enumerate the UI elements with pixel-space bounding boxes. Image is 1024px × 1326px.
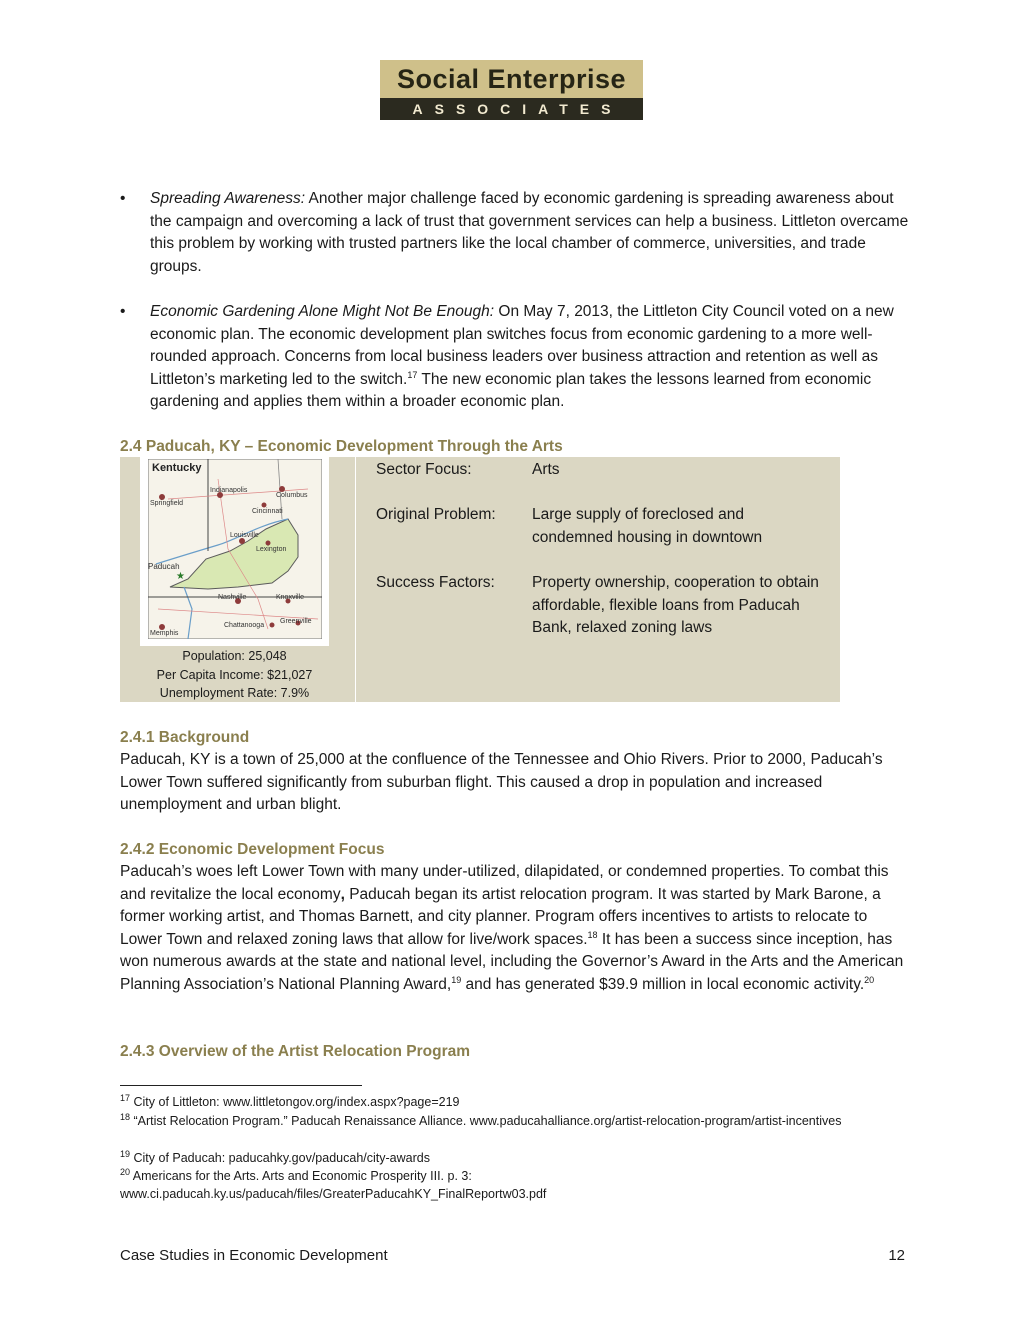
footnote-19 [120, 1150, 890, 1168]
section-heading: 2.4 Paducah, KY – Economic Development Through the Arts [120, 438, 563, 455]
bullet-lead: Economic Gardening Alone Might Not Be Enough: [150, 303, 495, 320]
company-logo [380, 60, 643, 120]
fact-label-sector: Sector Focus: [376, 461, 472, 478]
focus-text: Paducah began its artist relocation program. It was started by Mark Barone, a former working artist, and Thomas Barnett, and city planner. Program offers incentives to artists to relocate to Lower Town and relaxed zoning laws that allow for live/work spaces. [120, 885, 881, 948]
bullet-not-enough [120, 301, 910, 414]
map-graphic [148, 459, 322, 639]
fact-label-problem: Original Problem: [376, 506, 496, 523]
overview-heading: 2.4.3 Overview of the Artist Relocation Program [120, 1043, 470, 1060]
map-city-label: Greenville [280, 618, 312, 625]
footnote-text: Americans for the Arts. Arts and Economic Prosperity III. p. 3: www.ci.paducah.ky.us/paducah/files/GreaterPaducahKY_FinalReportw03.pdf [120, 1169, 547, 1201]
bullet-icon: • [120, 190, 126, 207]
footnote-number: 18 [120, 1111, 131, 1122]
map-city-label: Indianapolis [210, 487, 248, 494]
bullet-icon: • [120, 303, 126, 320]
footer-title: Case Studies in Economic Development [120, 1247, 388, 1264]
bullet-text-cont: The new economic plan takes the lessons learned from economic gardening and applies them within a broader economic plan. [150, 370, 872, 410]
map-city-label: Memphis [150, 630, 179, 637]
map-city-label: Cincinnati [252, 508, 283, 515]
background-paragraph: Paducah, KY is a town of 25,000 at the confluence of the Tennessee and Ohio Rivers. Prior to 2000, Paducah’s Lower Town suffered significantly from suburban flight. This caused a drop in population and increased unemployment and urban blight. [120, 751, 883, 813]
population-stat: Population: 25,048 [182, 649, 287, 663]
bullet-text: On May 7, 2013, the Littleton City Council voted on a new economic plan. The economic development plan switches focus from economic gardening to a more well-rounded approach. Concerns from local business leaders over business attraction and retention as well as Littleton’s marketing led to the switch. [150, 303, 894, 388]
footnote-number: 20 [120, 1166, 131, 1177]
footnote-number: 17 [120, 1092, 131, 1103]
bullet-lead: Spreading Awareness: [150, 190, 306, 207]
focus-text: and has generated $39.9 million in local economic activity. [461, 975, 865, 993]
footnote-ref: 20 [864, 974, 875, 985]
kentucky-map [140, 457, 329, 646]
svg-text:★: ★ [176, 571, 185, 582]
fact-value-problem: Large supply of foreclosed and condemned housing in downtown [532, 506, 763, 546]
map-city-label: Nashville [218, 594, 247, 601]
footnote-17 [120, 1094, 890, 1112]
map-city-label: Knoxville [276, 594, 305, 601]
focus-paragraph [120, 861, 910, 996]
footnote-text: City of Paducah: paducahky.gov/paducah/city-awards [130, 1151, 430, 1165]
bullet-spreading-awareness [120, 188, 910, 278]
city-stats [140, 647, 329, 703]
footnote-number: 19 [120, 1148, 131, 1159]
map-city-label: Chattanooga [224, 622, 265, 629]
unemployment-stat: Unemployment Rate: 7.9% [159, 686, 310, 700]
info-box-divider [355, 457, 356, 702]
footnote-ref: 19 [451, 974, 462, 985]
map-city-label: Springfield [150, 500, 184, 507]
bullet-text: Another major challenge faced by economic gardening is spreading awareness about the campaign and overcoming a lack of trust that government services can help a business. Littleton overcame this problem by working with trusted partners like the local chamber of commerce, universities, and trade groups. [150, 190, 909, 275]
footnote-text: City of Littleton: www.littletongov.org/index.aspx?page=219 [130, 1095, 460, 1109]
logo-line2: ASSOCIATES [412, 101, 623, 117]
focus-heading: 2.4.2 Economic Development Focus [120, 841, 385, 858]
map-city-label: Columbus [276, 492, 308, 499]
income-stat: Per Capita Income: $21,027 [156, 667, 313, 682]
footnote-ref: 18 [587, 929, 598, 940]
focus-comma: , [340, 885, 345, 903]
background-heading: 2.4.1 Background [120, 729, 250, 746]
page-number: 12 [888, 1247, 905, 1264]
footnote-text: “Artist Relocation Program.” Paducah Renaissance Alliance. www.paducahalliance.org/artist-relocation-program/artist-incentives [130, 1114, 842, 1128]
map-state-label: Kentucky [152, 462, 202, 474]
fact-value-success: Property ownership, cooperation to obtain affordable, flexible loans from Paducah Bank, relaxed zoning laws [532, 574, 819, 636]
map-city-label: Louisville [230, 532, 259, 539]
logo-line1: Social Enterprise [380, 60, 643, 98]
map-city-label: Paducah [148, 562, 180, 571]
fact-label-success: Success Factors: [376, 574, 495, 591]
fact-value-sector: Arts [532, 461, 560, 478]
footnote-ref: 17 [407, 369, 418, 380]
footnote-18 [120, 1113, 890, 1131]
footnote-20 [120, 1168, 890, 1203]
focus-text: It has been a success since inception, has won numerous awards at the state and national level, including the Governor’s Award in the Arts and the American Planning Association’s National Planning Award, [120, 930, 904, 993]
footnote-separator [120, 1085, 362, 1086]
focus-text: Paducah’s woes left Lower Town with many under-utilized, dilapidated, or condemned properties. To combat this and revitalize the local economy [120, 863, 889, 903]
map-city-label: Lexington [256, 546, 287, 553]
